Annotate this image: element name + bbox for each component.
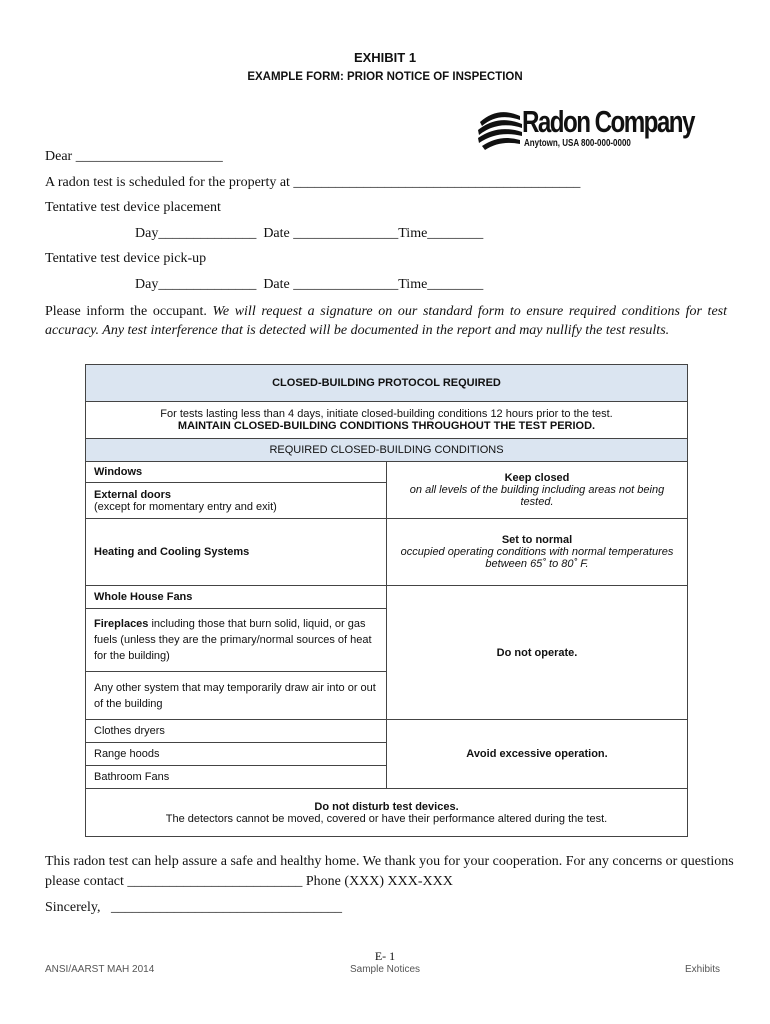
external-doors-cell: External doors (except for momentary entry and exit)	[86, 483, 387, 519]
page-number: E- 1	[374, 949, 396, 963]
whole-house-fans-cell: Whole House Fans	[86, 586, 387, 609]
clothes-dryers-cell: Clothes dryers	[86, 720, 387, 743]
logo-tagline: Anytown, USA 800-000-0000	[524, 138, 631, 149]
footer-right: Exhibits	[684, 964, 720, 975]
set-normal-cell: Set to normal occupied operating conditions with normal temperatures between 65˚ to 80˚ F.	[387, 519, 688, 586]
protocol-intro	[86, 402, 688, 439]
bathroom-fans-cell: Bathroom Fans	[86, 766, 387, 789]
footer-center: Sample Notices	[349, 964, 421, 975]
footer-left: ANSI/AARST MAH 2014	[45, 964, 155, 975]
inform-plain: Please inform the occupant.	[45, 304, 207, 319]
pickup-fields: Day______________ Date _______________Time________	[135, 277, 484, 292]
exhibit-title: EXHIBIT 1	[353, 50, 417, 65]
scheduled-line: A radon test is scheduled for the property at _________________________________________	[45, 175, 581, 190]
heating-cooling-cell: Heating and Cooling Systems	[86, 519, 387, 586]
intro-line1: For tests lasting less than 4 days, initiate closed-building conditions 12 hours prior to the test.	[160, 408, 613, 420]
placement-fields: Day______________ Date _______________Time________	[135, 226, 484, 241]
form-subtitle: EXAMPLE FORM: PRIOR NOTICE OF INSPECTION	[247, 71, 523, 83]
inform-paragraph	[45, 303, 727, 340]
avoid-excessive-cell: Avoid excessive operation.	[387, 720, 688, 789]
inform-italic: We will request a signature on our standard form to ensure required conditions for test accuracy. Any test interference that is detected will be documented in the report and may nullify the test results.	[45, 304, 727, 338]
placement-label: Tentative test device placement	[45, 200, 221, 215]
intro-line2: MAINTAIN CLOSED-BUILDING CONDITIONS THROUGHOUT THE TEST PERIOD.	[177, 420, 596, 432]
do-not-disturb-cell: Do not disturb test devices. The detectors cannot be moved, covered or have their performance altered during the test.	[86, 789, 688, 837]
fireplaces-cell: Fireplaces including those that burn solid, liquid, or gas fuels (unless they are the primary/normal sources of heat for the building)	[86, 609, 387, 672]
logo-name: Radon Company	[522, 104, 694, 139]
protocol-table	[85, 364, 688, 837]
pickup-label: Tentative test device pick-up	[45, 251, 207, 266]
conditions-heading: REQUIRED CLOSED-BUILDING CONDITIONS	[86, 439, 688, 462]
keep-closed-cell: Keep closed on all levels of the building including areas not being tested.	[387, 462, 688, 519]
closing-paragraph: This radon test can help assure a safe and healthy home. We thank you for your cooperation. For any concerns or questions please contact _________________________ Phone (XXX) XXX-XXX	[45, 854, 734, 889]
dear-line: Dear _____________________	[45, 149, 223, 164]
do-not-operate-cell: Do not operate.	[387, 586, 688, 720]
company-logo	[476, 104, 694, 160]
sincerely-line: Sincerely, _________________________________	[45, 900, 342, 915]
range-hoods-cell: Range hoods	[86, 743, 387, 766]
other-system-cell: Any other system that may temporarily draw air into or out of the building	[86, 672, 387, 720]
windows-cell: Windows	[86, 462, 387, 483]
protocol-heading: CLOSED-BUILDING PROTOCOL REQUIRED	[86, 365, 688, 402]
